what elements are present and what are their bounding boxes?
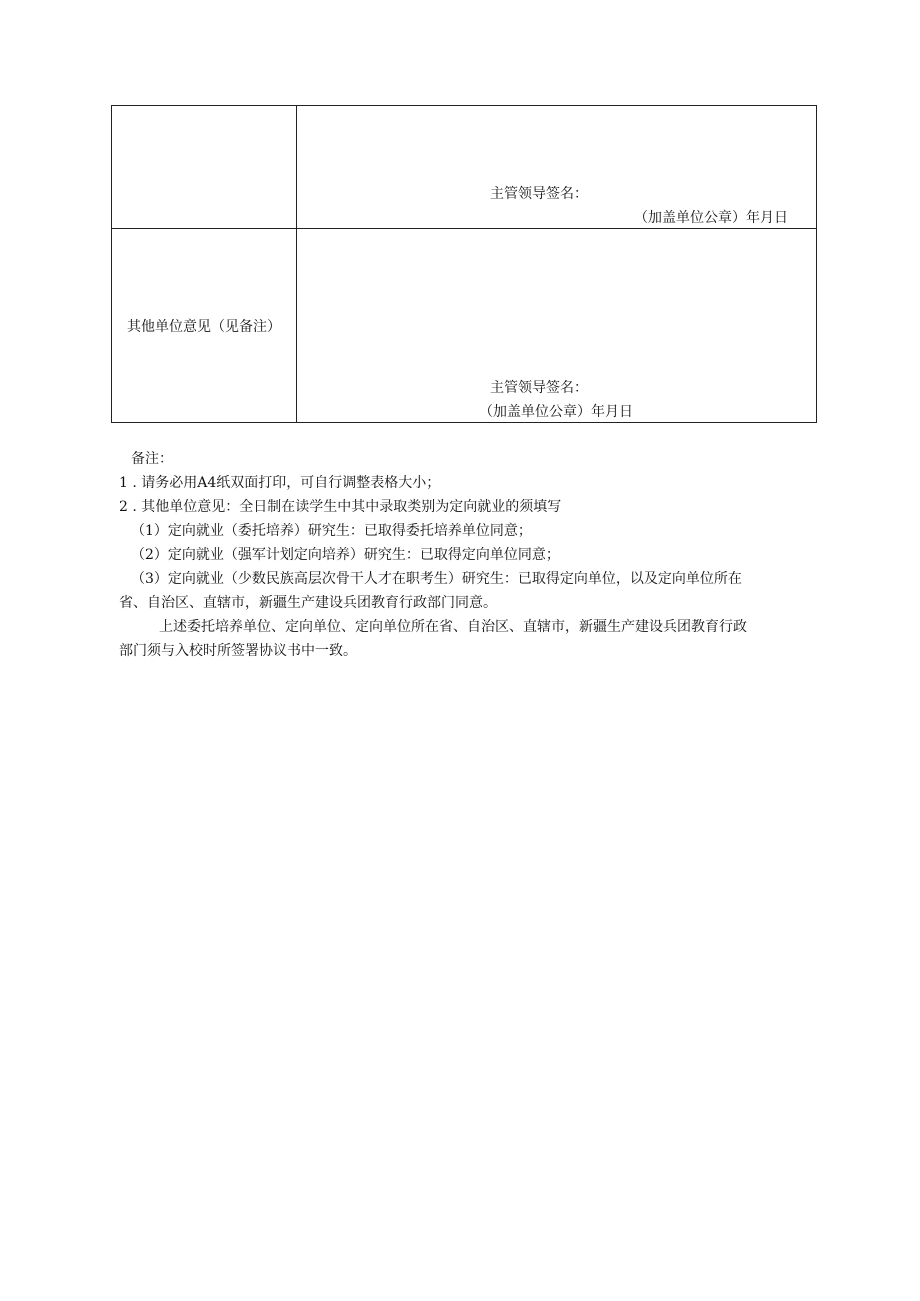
note-subitem-3-line1: （3）定向就业（少数民族高层次骨干人才在职考生）研究生：已取得定向单位，以及定向单位所在 bbox=[131, 571, 742, 587]
notes-section bbox=[111, 447, 821, 663]
closing-paragraph-line1: 上述委托培养单位、定向单位、定向单位所在省、自治区、直辖市，新疆生产建设兵团教育行政 bbox=[159, 619, 747, 635]
note-subitem-1: （1）定向就业（委托培养）研究生：已取得委托培养单位同意； bbox=[131, 523, 532, 539]
notes-title: 备注： bbox=[131, 451, 173, 467]
row1-stamp-date: （加盖单位公章）年月日 bbox=[634, 210, 788, 226]
note-item-2: 2 . 其他单位意见：全日制在读学生中其中录取类别为定向就业的须填写 bbox=[119, 499, 562, 515]
row2-stamp-date: （加盖单位公章）年月日 bbox=[479, 404, 633, 420]
row1-label-cell bbox=[112, 106, 297, 229]
note-subitem-2: （2）定向就业（强军计划定向培养）研究生：已取得定向单位同意； bbox=[131, 547, 560, 563]
row2-content-cell bbox=[297, 229, 817, 423]
row2-signature-label: 主管领导签名： bbox=[490, 380, 588, 396]
table-row bbox=[112, 229, 817, 423]
note-item-1: 1 . 请务必用A4纸双面打印，可自行调整表格大小； bbox=[119, 475, 441, 491]
row1-content-cell bbox=[297, 106, 817, 229]
row2-label-cell: 其他单位意见（见备注） bbox=[112, 229, 297, 423]
note-subitem-3-line2: 省、自治区、直辖市，新疆生产建设兵团教育行政部门同意。 bbox=[119, 595, 497, 611]
row1-signature-label: 主管领导签名： bbox=[490, 186, 588, 202]
approval-table bbox=[111, 105, 817, 423]
closing-paragraph-line2: 部门须与入校时所签署协议书中一致。 bbox=[119, 643, 357, 659]
table-row bbox=[112, 106, 817, 229]
